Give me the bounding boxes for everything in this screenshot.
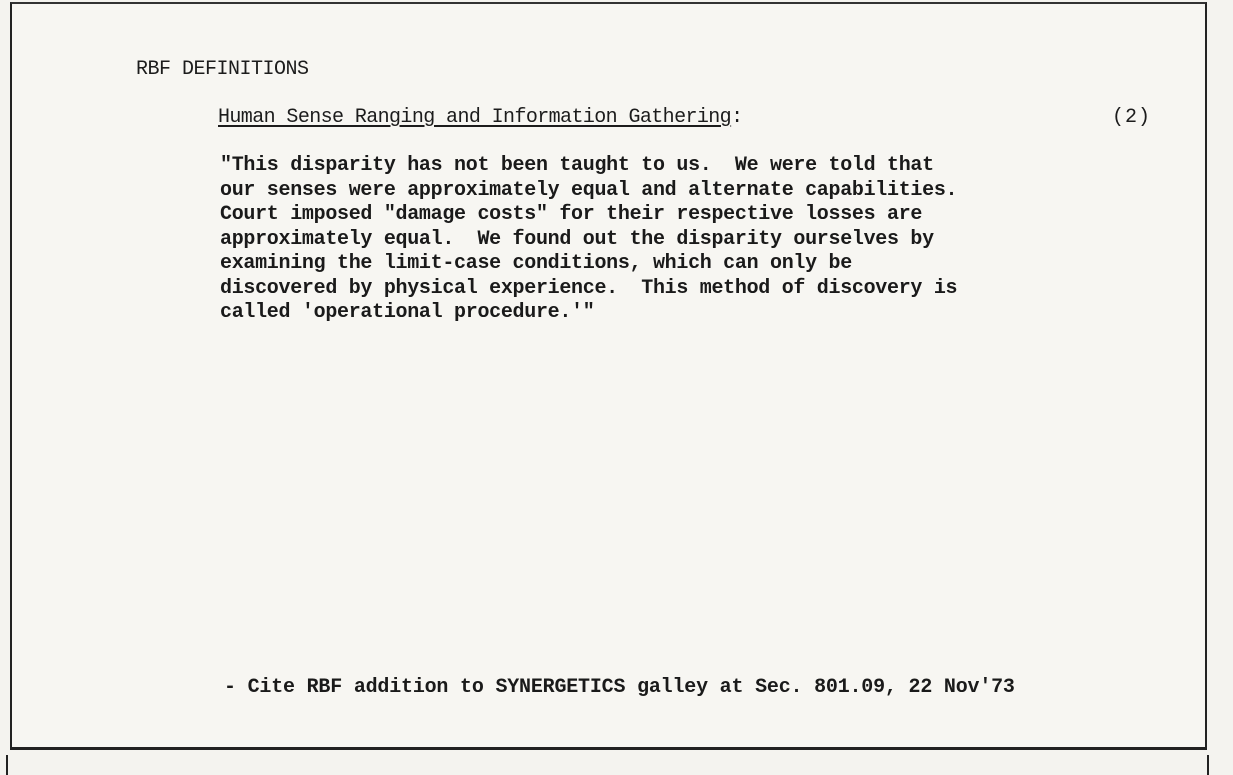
definition-subheading-colon: : [731,106,743,129]
page-number: (2) [1112,106,1152,129]
index-card [10,2,1207,750]
quote-line: Court imposed "damage costs" for their respective losses are [220,203,923,226]
quote-line: "This disparity has not been taught to us. We were told that [220,154,934,177]
next-card-edge [6,755,1209,775]
definition-subheading-text: Human Sense Ranging and Information Gathering [218,106,732,129]
quote-line: examining the limit-case conditions, which can only be [220,252,852,275]
quote-line: called 'operational procedure.'" [220,301,595,324]
quote-line: discovered by physical experience. This method of discovery is [220,276,958,300]
quote-block [220,154,1140,326]
card-header: RBF DEFINITIONS [136,58,309,81]
citation: - Cite RBF addition to SYNERGETICS galley at Sec. 801.09, 22 Nov'73 [224,676,1015,699]
definition-subheading [218,106,743,129]
quote-line: approximately equal. We found out the disparity ourselves by [220,227,934,251]
quote-line: our senses were approximately equal and alternate capabilities. [220,178,958,202]
